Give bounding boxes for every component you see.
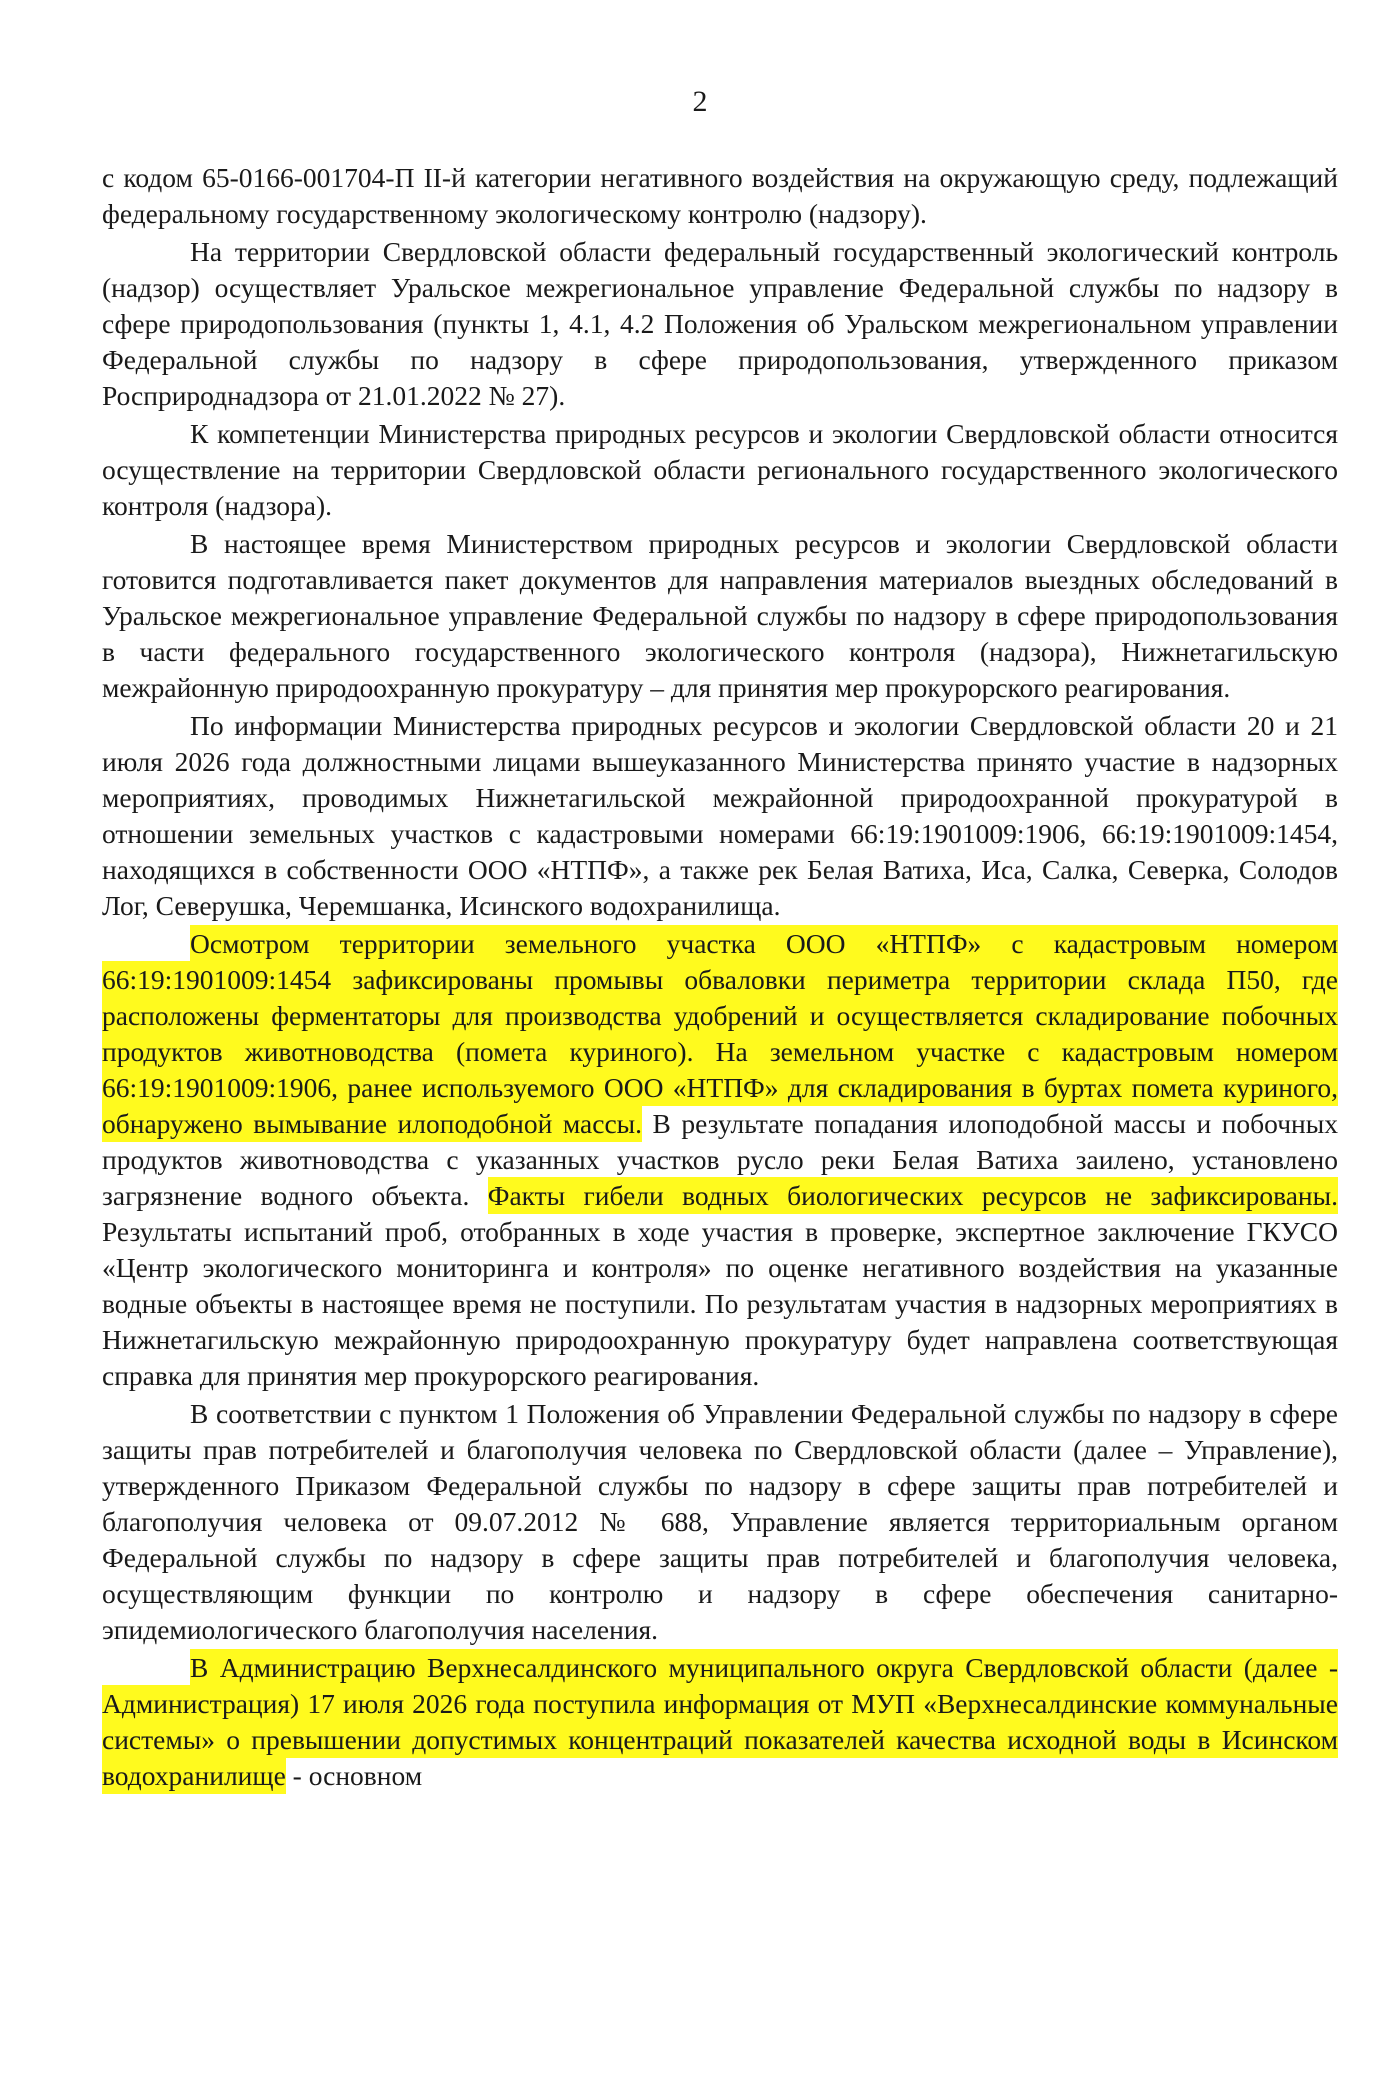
highlighted-text: В Администрацию Верхнесалдинского муниципального округа Свердловской области (далее - Администрация) 17 июля 2026 года поступила информация от МУП «Верхнесалдинские коммунальные системы» о превышении допустимых концентраций показателей качества исходной воды в Исинском водохранилище — [102, 1649, 1338, 1794]
paragraph-text: с кодом 65-0166-001704-П II-й категории негативного воздействия на окружающую среду, подлежащий федеральному государственному экологическому контролю (надзору). — [102, 162, 1338, 229]
paragraph — [102, 160, 1338, 232]
paragraph-text: Результаты испытаний проб, отобранных в ходе участия в проверке, экспертное заключение ГКУСО «Центр экологического мониторинга и контроля» по оценке негативного воздействия на указанные водные объекты в настоящее время не поступили. По результатам участия в надзорных мероприятиях в Нижнетагильскую межрайонную природоохранную прокуратуру будет направлена соответствующая справка для принятия мер прокурорского реагирования. — [102, 1216, 1338, 1391]
paragraph — [102, 416, 1338, 524]
paragraph-text: К компетенции Министерства природных ресурсов и экологии Свердловской области относится осуществление на территории Свердловской области регионального государственного экологического контроля (надзора). — [102, 418, 1338, 521]
paragraph — [102, 708, 1338, 924]
paragraph — [102, 526, 1338, 706]
highlighted-text: Осмотром территории земельного участка ООО «НТПФ» с кадастровым номером 66:19:1901009:1454 зафиксированы промывы обваловки периметра территории склада П50, где расположены ферментаторы для производства удобрений и осуществляется складирование побочных продуктов животноводства (помета куриного). На земельном участке с кадастровым номером 66:19:1901009:1906, ранее используемого ООО «НТПФ» для складирования в буртах помета куриного, обнаружено вымывание илоподобной массы. — [102, 925, 1338, 1142]
paragraph-text: - основном — [285, 1760, 423, 1791]
paragraph — [102, 926, 1338, 1394]
highlighted-text: Факты гибели водных биологических ресурсов не зафиксированы. — [488, 1177, 1338, 1214]
document-body — [102, 160, 1338, 1796]
paragraph-text: На территории Свердловской области федеральный государственный экологический контроль (надзор) осуществляет Уральское межрегиональное управление Федеральной службы по надзору в сфере природопользования (пункты 1, 4.1, 4.2 Положения об Уральском межрегиональном управлении Федеральной службы по надзору в сфере природопользования, утвержденного приказом Росприроднадзора от 21.01.2022 № 27). — [102, 236, 1338, 411]
paragraph-text: В соответствии с пунктом 1 Положения об Управлении Федеральной службы по надзору в сфере защиты прав потребителей и благополучия человека по Свердловской области (далее – Управление), утвержденного Приказом Федеральной службы по надзору в сфере защиты прав потребителей и благополучия человека от 09.07.2012 № 688, Управление является территориальным органом Федеральной службы по надзору в сфере защиты прав потребителей и благополучия человека, осуществляющим функции по контролю и надзору в сфере обеспечения санитарно-эпидемиологического благополучия населения. — [102, 1398, 1338, 1645]
paragraph — [102, 1396, 1338, 1648]
paragraph-text: В результате попадания илоподобной массы и побочных продуктов животноводства с указанных участков русло реки Белая Ватиха заилено, установлено загрязнение водного объекта. — [102, 1108, 1338, 1211]
paragraph-text: В настоящее время Министерством природных ресурсов и экологии Свердловской области готовится подготавливается пакет документов для направления материалов выездных обследований в Уральское межрегиональное управление Федеральной службы по надзору в сфере природопользования в части федерального государственного экологического контроля (надзора), Нижнетагильскую межрайонную природоохранную прокуратуру – для принятия мер прокурорского реагирования. — [102, 528, 1338, 703]
paragraph-text: По информации Министерства природных ресурсов и экологии Свердловской области 20 и 21 июля 2026 года должностными лицами вышеуказанного Министерства принято участие в надзорных мероприятиях, проводимых Нижнетагильской межрайонной природоохранной прокуратурой в отношении земельных участков с кадастровыми номерами 66:19:1901009:1906, 66:19:1901009:1454, находящихся в собственности ООО «НТПФ», а также рек Белая Ватиха, Иса, Салка, Северка, Солодов Лог, Северушка, Черемшанка, Исинского водохранилища. — [102, 710, 1338, 921]
page-number: 2 — [692, 85, 708, 118]
paragraph — [102, 234, 1338, 414]
paragraph — [102, 1650, 1338, 1794]
